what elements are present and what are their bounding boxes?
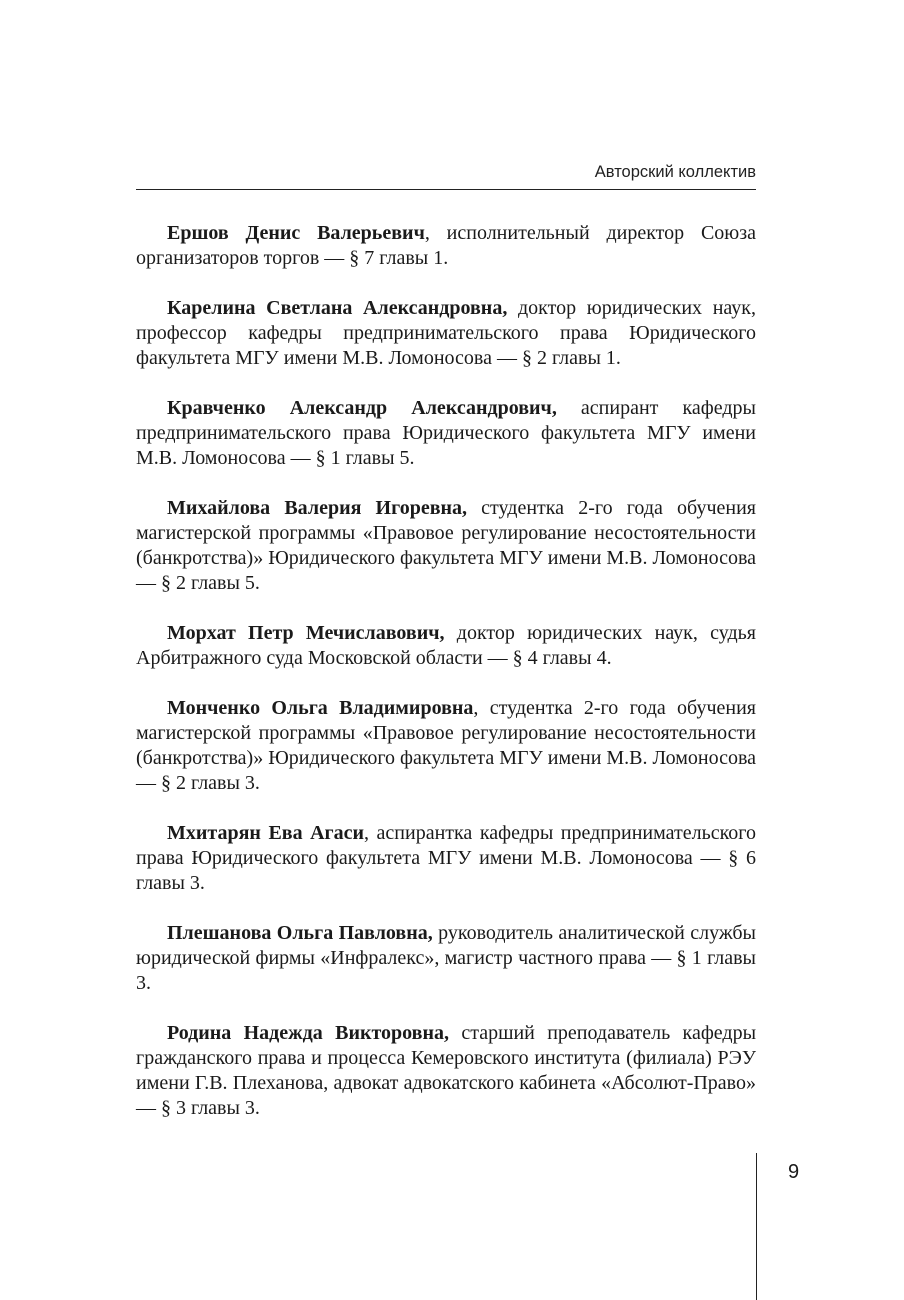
header-rule xyxy=(136,189,756,190)
author-description: студентка 2-го года обучения магистерской программы «Правовое регулирование несостоятельности (банкротства)» Юридического факультета МГУ имени М.В. Ломоносова — § 2 главы 5. xyxy=(136,497,756,594)
page-number-rule xyxy=(756,1153,757,1300)
author-description: аспирант кафедры предпринимательского права Юридического факультета МГУ имени М.В. Ломоносова — § 1 главы 5. xyxy=(136,397,756,469)
author-description: старший преподаватель кафедры гражданского права и процесса Кемеровского института (филиала) РЭУ имени Г.В. Плеханова, адвокат адвокатского кабинета «Абсолют-Право» — § 3 главы 3. xyxy=(136,1022,757,1119)
author-entry xyxy=(136,921,756,996)
author-description: доктор юридических наук, профессор кафедры предпринимательского права Юридического факультета МГУ имени М.В. Ломоносова — § 2 главы 1. xyxy=(136,297,756,369)
author-entry xyxy=(136,821,756,896)
author-entry xyxy=(136,221,756,271)
author-name: Карелина Светлана Александровна, xyxy=(167,297,508,319)
author-description: , исполнительный директор Союза организаторов торгов — § 7 главы 1. xyxy=(136,222,757,269)
author-entry xyxy=(136,1021,756,1121)
author-name: Морхат Петр Мечиславович, xyxy=(167,622,445,644)
author-name: Михайлова Валерия Игоревна, xyxy=(167,497,468,519)
page-number: 9 xyxy=(788,1161,800,1183)
author-description: руководитель аналитической службы юридической фирмы «Инфралекс», магистр частного права — § 1 главы 3. xyxy=(136,922,756,994)
author-description: доктор юридических наук, судья Арбитражного суда Московской области — § 4 главы 4. xyxy=(136,622,756,669)
author-entry xyxy=(136,496,756,596)
author-entry xyxy=(136,621,756,671)
author-entry xyxy=(136,296,756,371)
author-name: Плешанова Ольга Павловна, xyxy=(167,922,433,944)
author-name: Мхитарян Ева Агаси xyxy=(167,822,365,844)
author-name: Родина Надежда Викторовна, xyxy=(167,1022,450,1044)
author-description: , студентка 2-го года обучения магистерской программы «Правовое регулирование несостоятельности (банкротства)» Юридического факультета МГУ имени М.В. Ломоносова — § 2 главы 3. xyxy=(136,697,757,794)
author-name: Монченко Ольга Владимировна xyxy=(167,697,474,719)
author-name: Ершов Денис Валерьевич xyxy=(167,222,425,244)
author-list xyxy=(136,221,756,1146)
author-description: , аспирантка кафедры предпринимательского права Юридического факультета МГУ имени М.В. Ломоносова — § 6 главы 3. xyxy=(136,822,756,894)
running-head: Авторский коллектив xyxy=(594,163,756,181)
author-name: Кравченко Александр Александрович, xyxy=(167,397,557,419)
author-entry xyxy=(136,396,756,471)
author-entry xyxy=(136,696,756,796)
